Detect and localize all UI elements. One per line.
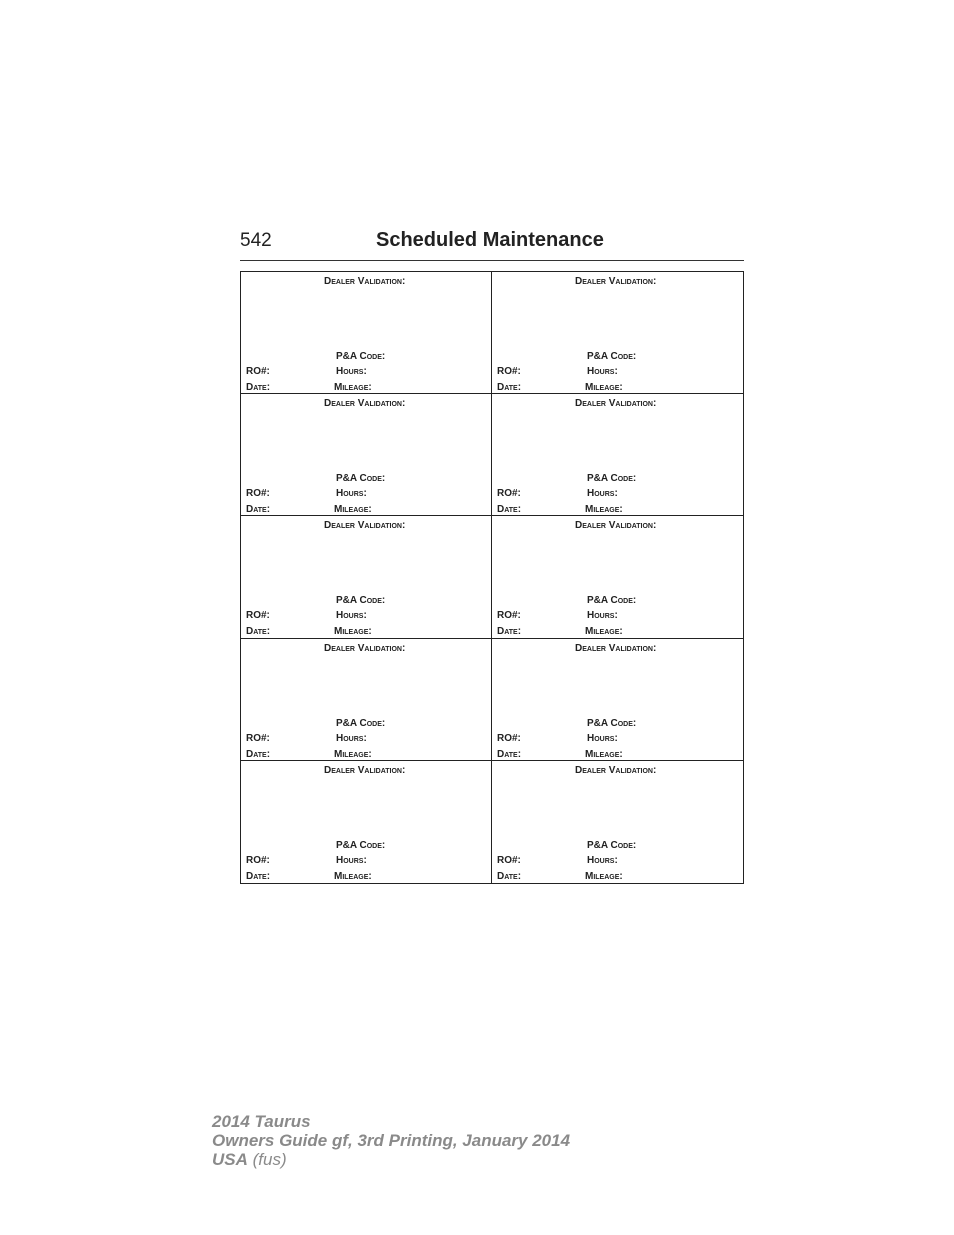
hours-label: Hours: [587, 366, 618, 377]
pa-code-label: P&A Code: [336, 839, 386, 851]
date-label: Date: [246, 382, 271, 393]
dealer-validation-label: Dealer Validation: [324, 764, 406, 776]
hours-label: Hours: [587, 732, 618, 744]
maintenance-record-cell [241, 272, 492, 394]
ro-number-label: RO#: [246, 610, 270, 622]
page-number: 542 [240, 230, 272, 251]
mileage-label: Mileage: [585, 504, 623, 516]
hours-label: Hours: [587, 854, 618, 866]
maintenance-record-cell [492, 516, 743, 638]
footer-guide-edition: Owners Guide gf, 3rd Printing, January 2014 [212, 1131, 571, 1150]
mileage-label: Mileage: [334, 382, 372, 393]
page-header [240, 228, 744, 261]
hours-label: Hours: [587, 610, 618, 622]
footer-model: 2014 Taurus [212, 1112, 311, 1131]
ro-number-label: RO#: [497, 488, 521, 500]
dealer-validation-label: Dealer Validation: [575, 398, 657, 410]
ro-number-label: RO#: [246, 854, 270, 866]
mileage-label: Mileage: [585, 382, 623, 393]
pa-code-label: P&A Code: [587, 839, 637, 851]
maintenance-record-cell [492, 394, 743, 516]
page-title: Scheduled Maintenance [376, 229, 604, 251]
dealer-validation-label: Dealer Validation: [575, 642, 657, 654]
date-label: Date: [246, 626, 271, 638]
date-label: Date: [246, 748, 271, 760]
maintenance-record-cell [241, 761, 492, 883]
ro-number-label: RO#: [497, 366, 521, 377]
mileage-label: Mileage: [334, 504, 372, 516]
ro-number-label: RO#: [497, 610, 521, 622]
maintenance-record-cell [241, 394, 492, 516]
pa-code-label: P&A Code: [336, 595, 386, 607]
date-label: Date: [497, 504, 522, 516]
maintenance-record-cell [492, 272, 743, 394]
ro-number-label: RO#: [246, 488, 270, 500]
document-footer [212, 1112, 570, 1169]
dealer-validation-label: Dealer Validation: [324, 276, 406, 287]
hours-label: Hours: [336, 366, 367, 377]
date-label: Date: [497, 382, 522, 393]
mileage-label: Mileage: [585, 626, 623, 638]
date-label: Date: [497, 748, 522, 760]
dealer-validation-label: Dealer Validation: [575, 764, 657, 776]
mileage-label: Mileage: [334, 870, 372, 882]
mileage-label: Mileage: [334, 748, 372, 760]
pa-code-label: P&A Code: [336, 351, 386, 362]
dealer-validation-label: Dealer Validation: [324, 520, 406, 532]
pa-code-label: P&A Code: [587, 595, 637, 607]
hours-label: Hours: [336, 488, 367, 500]
dealer-validation-label: Dealer Validation: [575, 276, 657, 287]
dealer-validation-label: Dealer Validation: [324, 398, 406, 410]
pa-code-label: P&A Code: [336, 473, 386, 485]
pa-code-label: P&A Code: [587, 351, 637, 362]
date-label: Date: [246, 504, 271, 516]
hours-label: Hours: [336, 732, 367, 744]
maintenance-record-cell [241, 516, 492, 638]
dealer-validation-label: Dealer Validation: [575, 520, 657, 532]
ro-number-label: RO#: [497, 732, 521, 744]
date-label: Date: [497, 626, 522, 638]
mileage-label: Mileage: [585, 748, 623, 760]
date-label: Date: [497, 870, 522, 882]
pa-code-label: P&A Code: [336, 717, 386, 729]
mileage-label: Mileage: [585, 870, 623, 882]
mileage-label: Mileage: [334, 626, 372, 638]
maintenance-record-cell [492, 761, 743, 883]
hours-label: Hours: [336, 610, 367, 622]
date-label: Date: [246, 870, 271, 882]
ro-number-label: RO#: [246, 366, 270, 377]
ro-number-label: RO#: [246, 732, 270, 744]
maintenance-record-cell [241, 639, 492, 761]
hours-label: Hours: [587, 488, 618, 500]
hours-label: Hours: [336, 854, 367, 866]
dealer-validation-label: Dealer Validation: [324, 642, 406, 654]
maintenance-log-grid [240, 271, 744, 884]
pa-code-label: P&A Code: [587, 473, 637, 485]
pa-code-label: P&A Code: [587, 717, 637, 729]
maintenance-record-cell [492, 639, 743, 761]
footer-market: USA (fus) [212, 1150, 287, 1169]
ro-number-label: RO#: [497, 854, 521, 866]
